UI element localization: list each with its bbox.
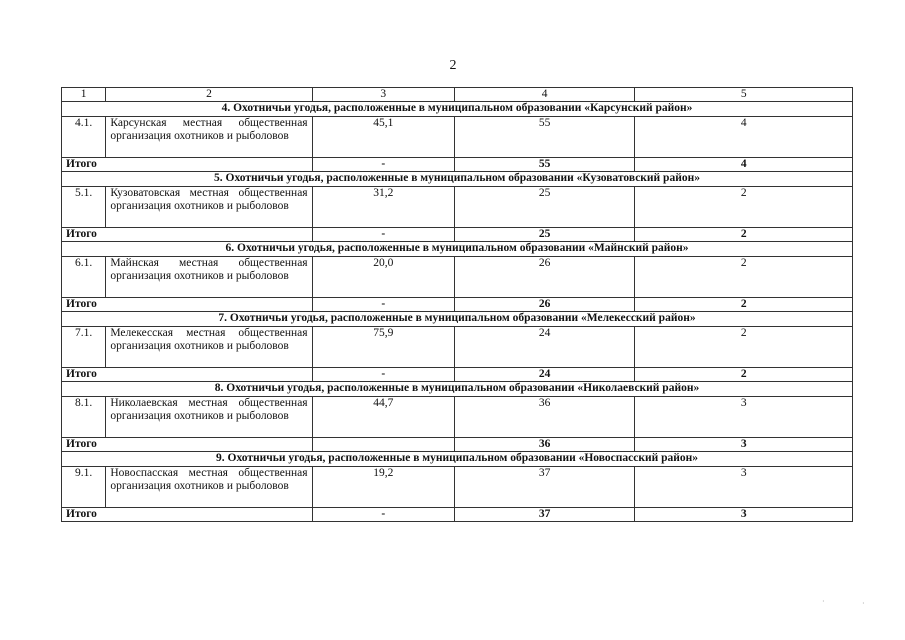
total-col4: 55 — [454, 158, 634, 172]
value-col4: 25 — [454, 187, 634, 228]
total-col5: 2 — [635, 298, 853, 312]
total-row — [62, 368, 853, 382]
value-col5: 2 — [635, 327, 853, 368]
total-label: Итого — [62, 298, 313, 312]
total-label: Итого — [62, 228, 313, 242]
section-title-row — [62, 312, 853, 327]
section-title-row — [62, 242, 853, 257]
header-cell: 2 — [106, 88, 312, 102]
row-number: 9.1. — [62, 467, 106, 508]
value-col3: 19,2 — [312, 467, 454, 508]
value-col4: 36 — [454, 397, 634, 438]
scan-artifact: · — [822, 597, 825, 606]
row-number: 4.1. — [62, 117, 106, 158]
section-title-row — [62, 452, 853, 467]
header-cell: 3 — [312, 88, 454, 102]
header-cell: 4 — [454, 88, 634, 102]
total-col3: - — [312, 298, 454, 312]
table-body — [62, 88, 853, 522]
page-number: 2 — [449, 58, 457, 73]
total-col5: 2 — [635, 228, 853, 242]
value-col4: 37 — [454, 467, 634, 508]
total-col5: 2 — [635, 368, 853, 382]
total-col3 — [312, 438, 454, 452]
total-col3: - — [312, 368, 454, 382]
total-row — [62, 158, 853, 172]
value-col4: 55 — [454, 117, 634, 158]
organization-name: Новоспасская местная общественная организация охотников и рыболовов — [106, 467, 312, 508]
value-col5: 4 — [635, 117, 853, 158]
organization-name: Карсунская местная общественная организация охотников и рыболовов — [106, 117, 312, 158]
organization-name: Мелекесская местная общественная организация охотников и рыболовов — [106, 327, 312, 368]
value-col5: 3 — [635, 397, 853, 438]
total-col4: 37 — [454, 508, 634, 522]
value-col3: 45,1 — [312, 117, 454, 158]
row-number: 8.1. — [62, 397, 106, 438]
row-number: 6.1. — [62, 257, 106, 298]
total-label: Итого — [62, 438, 313, 452]
table-row — [62, 117, 853, 158]
section-title-row — [62, 382, 853, 397]
section-title: 7. Охотничьи угодья, расположенные в муниципальном образовании «Мелекесский район» — [62, 312, 853, 327]
total-col4: 25 — [454, 228, 634, 242]
value-col3: 20,0 — [312, 257, 454, 298]
total-col5: 3 — [635, 508, 853, 522]
header-cell: 5 — [635, 88, 853, 102]
table-row — [62, 187, 853, 228]
value-col4: 26 — [454, 257, 634, 298]
table-row — [62, 257, 853, 298]
section-title-row — [62, 102, 853, 117]
total-col5: 3 — [635, 438, 853, 452]
value-col4: 24 — [454, 327, 634, 368]
header-cell: 1 — [62, 88, 106, 102]
total-col5: 4 — [635, 158, 853, 172]
header-row — [62, 88, 853, 102]
scan-artifact: · — [862, 599, 865, 608]
row-number: 7.1. — [62, 327, 106, 368]
hunting-grounds-table — [61, 87, 853, 522]
value-col3: 31,2 — [312, 187, 454, 228]
value-col5: 2 — [635, 187, 853, 228]
total-col3: - — [312, 228, 454, 242]
value-col3: 44,7 — [312, 397, 454, 438]
total-col3: - — [312, 508, 454, 522]
total-row — [62, 508, 853, 522]
organization-name: Майнская местная общественная организация охотников и рыболовов — [106, 257, 312, 298]
organization-name: Кузоватовская местная общественная организация охотников и рыболовов — [106, 187, 312, 228]
row-number: 5.1. — [62, 187, 106, 228]
section-title-row — [62, 172, 853, 187]
section-title: 6. Охотничьи угодья, расположенные в муниципальном образовании «Майнский район» — [62, 242, 853, 257]
table-row — [62, 327, 853, 368]
total-col4: 36 — [454, 438, 634, 452]
section-title: 5. Охотничьи угодья, расположенные в муниципальном образовании «Кузоватовский район» — [62, 172, 853, 187]
total-label: Итого — [62, 158, 313, 172]
value-col5: 2 — [635, 257, 853, 298]
total-row — [62, 438, 853, 452]
total-row — [62, 228, 853, 242]
total-label: Итого — [62, 368, 313, 382]
total-col4: 26 — [454, 298, 634, 312]
total-col4: 24 — [454, 368, 634, 382]
total-label: Итого — [62, 508, 313, 522]
section-title: 8. Охотничьи угодья, расположенные в муниципальном образовании «Николаевский район» — [62, 382, 853, 397]
section-title: 9. Охотничьи угодья, расположенные в муниципальном образовании «Новоспасский район» — [62, 452, 853, 467]
table-row — [62, 397, 853, 438]
value-col5: 3 — [635, 467, 853, 508]
total-row — [62, 298, 853, 312]
section-title: 4. Охотничьи угодья, расположенные в муниципальном образовании «Карсунский район» — [62, 102, 853, 117]
value-col3: 75,9 — [312, 327, 454, 368]
organization-name: Николаевская местная общественная организация охотников и рыболовов — [106, 397, 312, 438]
table-row — [62, 467, 853, 508]
total-col3: - — [312, 158, 454, 172]
